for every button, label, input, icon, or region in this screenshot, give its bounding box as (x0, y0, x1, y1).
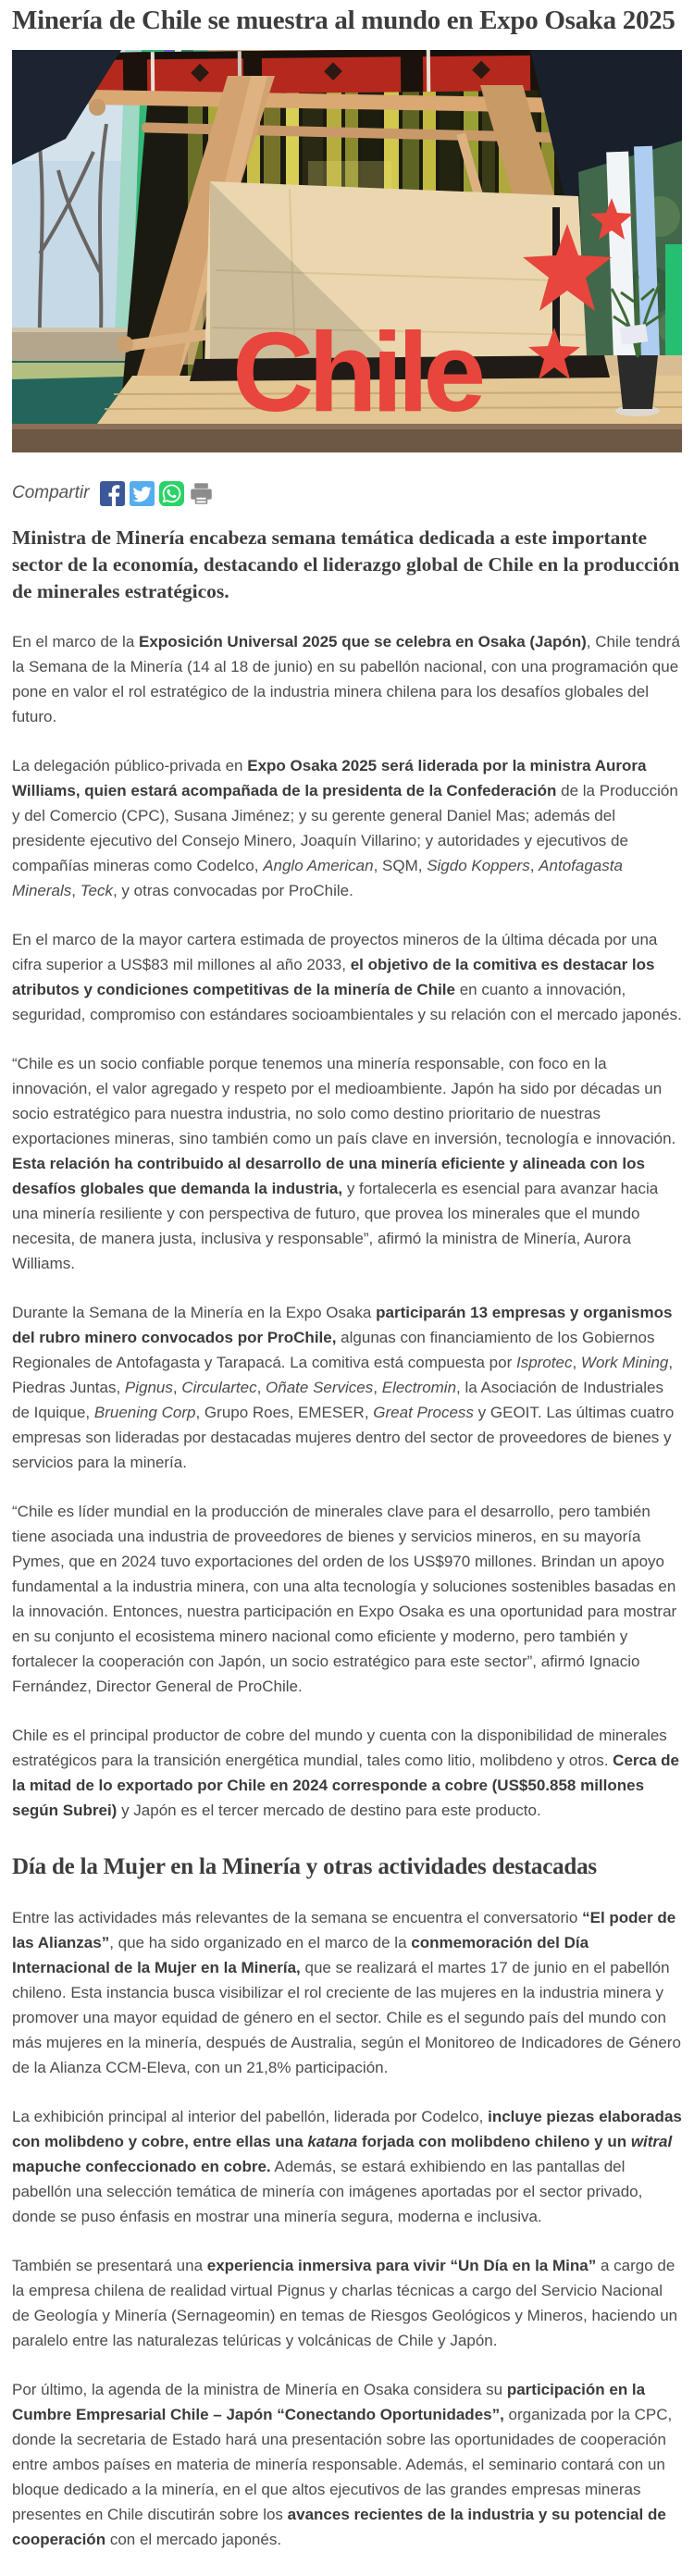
article-paragraph: Entre las actividades más relevantes de la semana se encuentra el conversatorio “El poder de las Alianzas”, que ha sido organizado en el marco de la conmemoración del Día Internacional de la Mujer en la Minería, que se realizará el martes 17 de junio en el pabellón chileno. Esta instancia busca visibilizar el rol creciente de las mujeres en la industria minera y promover una mayor equidad de género en el sector. Chile es el segundo país del mundo con más mujeres en la minería, después de Australia, según el Monitoreo de Indicadores de Género de la Alianza CCM-Eleva, con un 21,8% participación. (12, 1909, 681, 2076)
article-paragraph: La exhibición principal al interior del pabellón, liderada por Codelco, incluye piezas elaboradas con molibdeno y cobre, entre ellas una katana forjada con molibdeno chileno y un witral mapuche confeccionado en cobre. Además, se estará exhibiendo en las pantallas del pabellón una selección temática de minería con imágenes aportadas por el sector privado, donde se puso énfasis en mostrar una minería segura, moderna e inclusiva. (12, 2108, 682, 2225)
twitter-icon (130, 481, 155, 506)
pavilion-illustration (12, 50, 682, 452)
share-label: Compartir (12, 483, 90, 502)
section-heading: Día de la Mujer en la Minería y otras actividades destacadas (12, 1854, 597, 1879)
page-title: Minería de Chile se muestra al mundo en Expo Osaka 2025 (12, 6, 675, 35)
article-paragraph: La delegación público-privada en Expo Osaka 2025 será liderada por la ministra Aurora Williams, quien estará acompañada de la presidenta de la Confederación de la Producción y del Comercio (CPC), Susana Jiménez; y su gerente general Daniel Mas; además del presidente ejecutivo del Consejo Minero, Joaquín Villarino; y autoridades y ejecutivos de compañías mineras como Codelco, Anglo American, SQM, Sigdo Koppers, Antofagasta Minerals, Teck, y otras convocadas por ProChile. (12, 757, 678, 899)
article-paragraph: Por último, la agenda de la ministra de Minería en Osaka considera su participación en la Cumbre Empresarial Chile – Japón “Conectando Oportunidades”, organizada por la CPC, donde la secretaria de Estado hará una presentación sobre las oportunidades de cooperación entre ambos países en materia de minería responsable. Además, el seminario contará con un bloque dedicado a la minería, en el que altos ejecutivos de las grandes empresas mineras presentes en Chile discutirán sobre los avances recientes de la industria y su potencial de cooperación con el mercado japonés. (12, 2381, 673, 2548)
article-lead: Ministra de Minería encabeza semana temática dedicada a este importante sector de la economía, destacando el liderazgo global de Chile en la producción de minerales estratégicos. (12, 526, 680, 602)
share-whatsapp-button[interactable] (159, 481, 184, 506)
article-paragraph: Chile es el principal productor de cobre del mundo y cuenta con la disponibilidad de minerales estratégicos para la transición energética mundial, tales como litio, molibdeno y otros. Cerca de la mitad de lo exportado por Chile en 2024 corresponde a cobre (US$50.858 millones según Subrei) y Japón es el tercer mercado de destino para este producto. (12, 1727, 679, 1819)
hero-image (12, 50, 682, 452)
article-paragraph: Durante la Semana de la Minería en la Expo Osaka participarán 13 empresas y organismos del rubro minero convocados por ProChile, algunas con financiamiento de los Gobiernos Regionales de Antofagasta y Tarapacá. La comitiva está compuesta por Isprotec, Work Mining, Piedras Juntas, Pignus, Circulartec, Oñate Services, Electromin, la Asociación de Industriales de Iquique, Bruening Corp, Grupo Roes, EMESER, Great Process y GEOIT. Las últimas cuatro empresas son lideradas por destacadas mujeres dentro del sector de proveedores de bienes y servicios para la minería. (12, 1304, 675, 1471)
article-paragraph: “Chile es un socio confiable porque tenemos una minería responsable, con foco en la innovación, el valor agregado y respeto por el medioambiente. Japón ha sido por décadas un socio estratégico para nuestra industria, no solo como destino prioritario de nuestras exportaciones mineras, sino también como un país clave en inversión, tecnología e innovación. Esta relación ha contribuido al desarrollo de una minería eficiente y alineada con los desafíos globales que demanda la industria, y fortalecerla es esencial para avanzar hacia una minería resiliente y con perspectiva de futuro, que provea los minerales que el mundo necesita, de manera justa, inclusiva y responsable”, afirmó la ministra de Minería, Aurora Williams. (12, 1055, 676, 1272)
article-paragraph: En el marco de la Exposición Universal 2025 que se celebra en Osaka (Japón), Chile tendrá la Semana de la Minería (14 al 18 de junio) en su pabellón nacional, con una programación que pone en valor el rol estratégico de la industria minera chilena para los desafíos globales del futuro. (12, 633, 680, 725)
facebook-icon (100, 481, 125, 506)
chile-sign-text: Chile (232, 309, 481, 435)
article-paragraph: “Chile es líder mundial en la producción de minerales clave para el desarrollo, pero también tiene asociada una industria de proveedores de bienes y servicios mineros, en su mayoría Pymes, que en 2024 tuvo exportaciones del orden de los US$970 millones. Brindan un apoyo fundamental a la industria minera, con una alta tecnología y soluciones sostenibles basadas en la innovación. Entonces, nuestra participación en Expo Osaka es una oportunidad para mostrar en su conjunto el ecosistema minero nacional como eficiente y moderno, pero también y fortalecer la cooperación con Japón, un socio estratégico para este sector”, afirmó Ignacio Fernández, Director General de ProChile. (12, 1503, 677, 1695)
printer-icon (189, 481, 214, 506)
article-paragraph: En el marco de la mayor cartera estimada de proyectos mineros de la última década por una cifra superior a US$83 mil millones al año 2033, el objetivo de la comitiva es destacar los atributos y condiciones competitivas de la minería de Chile en cuanto a innovación, seguridad, compromiso con estándares socioambientales y su relación con el mercado japonés. (12, 931, 682, 1023)
share-facebook-button[interactable] (100, 481, 125, 506)
article-paragraph: También se presentará una experiencia inmersiva para vivir “Un Día en la Mina” a cargo de la empresa chilena de realidad virtual Pignus y charlas técnicas a cargo del Servicio Nacional de Geología y Minería (Sernageomin) en temas de Riesgos Geológicos y Mineros, haciendo un paralelo entre las naturalezas telúricas y volcánicas de Chile y Japón. (12, 2257, 678, 2349)
share-print-button[interactable] (189, 481, 214, 506)
share-row (12, 480, 682, 506)
whatsapp-icon (159, 481, 184, 506)
share-twitter-button[interactable] (130, 481, 155, 506)
